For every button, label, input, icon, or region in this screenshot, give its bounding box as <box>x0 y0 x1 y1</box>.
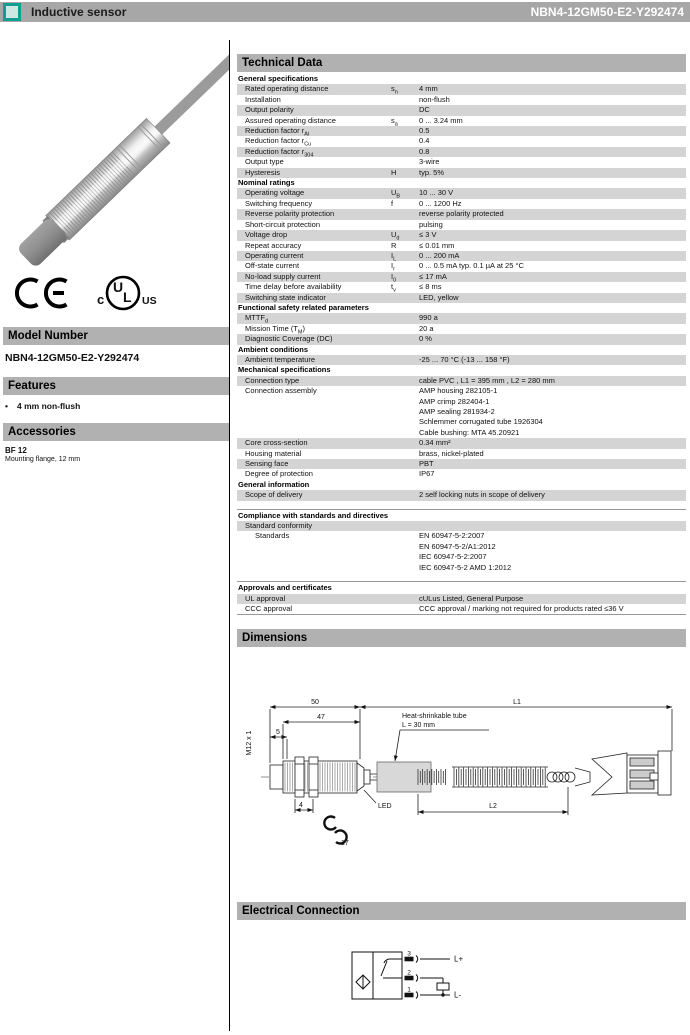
spec-symbol <box>385 376 419 386</box>
spec-section-header: Functional safety related parameters <box>238 302 369 312</box>
ul-letter-us: US <box>142 295 157 307</box>
accessory-name: BF 12 <box>5 446 27 455</box>
spec-label: Time delay before availability <box>245 282 342 292</box>
spec-row <box>237 105 686 115</box>
spec-label: Connection assembly <box>245 386 317 396</box>
spec-row <box>237 95 686 105</box>
part-number: NBN4-12GM50-E2-Y292474 <box>530 5 684 19</box>
spec-symbol: $I_L$ <box>391 250 397 263</box>
note-line2: L = 30 mm <box>402 722 436 730</box>
spec-value: brass, nickel-plated <box>419 448 484 458</box>
spec-row <box>237 594 686 604</box>
spec-label: Switching frequency <box>245 198 313 208</box>
spec-value: 0.34 mm² <box>419 438 451 448</box>
spec-symbol <box>385 293 419 303</box>
spec-symbol <box>385 334 419 344</box>
spec-section-header: Mechanical specifications <box>238 365 331 375</box>
dim-50: 50 <box>311 699 319 707</box>
wiring-diagram <box>237 946 686 1021</box>
spec-label: Off-state current <box>245 261 300 271</box>
spec-row <box>237 334 686 344</box>
spec-row <box>237 531 686 573</box>
spec-value: ≤ 17 mA <box>419 271 447 281</box>
spec-label: Ambient temperature <box>245 354 316 364</box>
spec-value: ≤ 8 ms <box>419 282 442 292</box>
spec-label: Output type <box>245 157 284 167</box>
spec-label: Switching state indicator <box>245 292 326 302</box>
spec-row <box>237 136 686 146</box>
left-column <box>3 40 229 463</box>
pin2-label: 2 <box>407 969 411 977</box>
spec-label: Operating current <box>245 250 304 260</box>
spec-value: reverse polarity protected <box>419 209 504 219</box>
dim-47: 47 <box>317 714 325 722</box>
spec-symbol: $t_v$ <box>391 282 396 294</box>
spec-label: Voltage drop <box>245 230 288 240</box>
spec-row <box>237 261 686 271</box>
spec-value: 0 % <box>419 334 432 344</box>
spec-label: Rated operating distance <box>245 84 329 94</box>
model-number-value: NBN4-12GM50-E2-Y292474 <box>5 352 140 364</box>
spec-value: AMP housing 282105-1 AMP crimp 282404-1 AMP sealing 281934-2 Schlemmer corrugated tube 1926304 Cable bushing: MTA 45.20921 <box>419 386 543 437</box>
spec-label: Connection type <box>245 375 300 385</box>
brand-logo-icon <box>3 3 21 21</box>
spec-symbol <box>385 531 419 573</box>
spec-value: PBT <box>419 459 434 469</box>
spec-label: Hysteresis <box>245 167 281 177</box>
spec-value: LED, yellow <box>419 292 459 302</box>
spec-symbol: $U_B$ <box>391 188 401 200</box>
spec-row <box>237 386 686 438</box>
spec-value: 20 a <box>419 323 434 333</box>
spec-symbol: f <box>391 198 394 208</box>
spec-symbol <box>385 469 419 479</box>
spec-value: 3-wire <box>419 157 440 167</box>
spec-symbol <box>385 157 419 167</box>
sensor-cable <box>150 40 229 139</box>
spec-label: Reverse polarity protection <box>245 209 335 219</box>
spec-section-header: General information <box>238 479 310 489</box>
spec-row <box>237 272 686 282</box>
spec-value: EN 60947-5-2:2007 EN 60947-5-2/A1:2012 IEC 60947-5-2:2007 IEC 60947-5-2 AMD 1:2012 <box>419 531 512 572</box>
spec-label: Short-circuit protection <box>245 219 321 229</box>
spec-symbol <box>385 604 419 614</box>
spec-row <box>237 188 686 198</box>
spec-label: Sensing face <box>245 459 289 469</box>
spec-label: Reduction factor $r_{Cu}$ <box>245 136 312 148</box>
spec-symbol <box>385 147 419 157</box>
note-line1: Heat-shrinkable tube <box>402 713 467 721</box>
spec-value: cULus Listed, General Purpose <box>419 593 524 603</box>
spec-value: 0 ... 3.24 mm <box>419 115 463 125</box>
spec-symbol <box>385 459 419 469</box>
spec-label: Operating voltage <box>245 188 305 198</box>
features-header: Features <box>3 377 229 395</box>
spec-label: $MTTF_d$ <box>245 313 269 325</box>
ul-letter-u: U <box>113 279 124 295</box>
spec-symbol: $I_0$ <box>391 271 397 284</box>
spec-value: 4 mm <box>419 84 438 94</box>
spec-label: Diagnostic Coverage (DC) <box>245 334 333 344</box>
spec-label: Degree of protection <box>245 469 313 479</box>
spec-section-header: Approvals and certificates <box>237 581 686 593</box>
model-number-header: Model Number <box>3 327 229 345</box>
spec-value: 0 ... 0.5 mA typ. 0.1 µA at 25 °C <box>419 261 524 271</box>
spec-section-header: Compliance with standards and directives <box>237 509 686 521</box>
spec-symbol: $I_r$ <box>391 261 395 273</box>
cul-mark-icon <box>97 277 157 309</box>
load-symbol <box>437 983 449 990</box>
spec-symbol <box>385 95 419 105</box>
spec-label: UL approval <box>245 593 286 603</box>
spec-value: 10 ... 30 V <box>419 188 454 198</box>
spec-symbol <box>385 521 419 531</box>
spec-symbol <box>385 220 419 230</box>
header-bar <box>0 2 690 22</box>
spec-row <box>237 459 686 469</box>
spec-row <box>237 230 686 240</box>
ul-letter-l: L <box>123 289 132 305</box>
spec-label: Standards <box>255 531 290 541</box>
technical-data-header: Technical Data <box>237 54 686 72</box>
product-photo <box>3 40 229 268</box>
dim-L1: L1 <box>513 699 521 707</box>
corrugation-long <box>454 768 545 787</box>
spec-symbol <box>385 209 419 219</box>
lminus-label: L- <box>454 990 462 1000</box>
spec-row <box>237 220 686 230</box>
spec-row <box>237 355 686 365</box>
pin1-label: 1 <box>407 986 411 994</box>
spec-symbol <box>385 449 419 459</box>
spec-row <box>237 469 686 479</box>
spec-value: 0 ... 200 mA <box>419 250 460 260</box>
spec-row <box>237 293 686 303</box>
dim-thread: M12 x 1 <box>246 730 253 756</box>
spec-value: 0.4 <box>419 136 430 146</box>
spec-value: cable PVC , L1 = 395 mm , L2 = 280 mm <box>419 375 555 385</box>
spec-row <box>237 324 686 334</box>
spec-value: 0 ... 1200 Hz <box>419 198 462 208</box>
led-label: LED <box>378 803 392 811</box>
spec-label: Repeat accuracy <box>245 240 302 250</box>
spec-value: 0.8 <box>419 146 430 156</box>
spec-label: No-load supply current <box>245 271 321 281</box>
spec-symbol <box>385 105 419 115</box>
spec-row <box>237 199 686 209</box>
spec-value: -25 ... 70 °C (-13 ... 158 °F) <box>419 354 510 364</box>
spec-label: Assured operating distance <box>245 115 336 125</box>
spec-symbol <box>385 136 419 146</box>
spec-value: pulsing <box>419 219 443 229</box>
pin3-label: 3 <box>407 950 411 958</box>
spec-value: ≤ 3 V <box>419 230 437 240</box>
spec-symbol <box>385 490 419 500</box>
spec-row <box>237 209 686 219</box>
dimension-drawing <box>237 695 686 870</box>
spec-value <box>419 521 686 531</box>
spec-row <box>237 157 686 167</box>
column-divider <box>229 40 230 1031</box>
spec-label: Core cross-section <box>245 438 308 448</box>
spec-label: Installation <box>245 94 281 104</box>
spec-symbol: $s_n$ <box>391 84 398 96</box>
spec-value: 0.5 <box>419 126 430 136</box>
certification-marks <box>3 268 229 320</box>
spec-row <box>237 168 686 178</box>
spec-row <box>237 313 686 323</box>
spec-value: DC <box>419 105 430 115</box>
spec-symbol: H <box>391 167 397 177</box>
ul-letter-c: c <box>97 292 105 307</box>
spec-value: IP67 <box>419 469 435 479</box>
spec-symbol: $U_d$ <box>391 230 400 242</box>
spec-symbol: R <box>391 240 397 250</box>
spec-symbol <box>385 313 419 323</box>
spec-row <box>237 84 686 94</box>
spec-label: Mission Time $(T_M)$ <box>245 323 306 336</box>
spec-label: Reduction factor $r_{Al}$ <box>245 126 310 138</box>
spec-symbol <box>385 386 419 438</box>
spec-label: Housing material <box>245 448 302 458</box>
spec-symbol: $s_a$ <box>391 115 398 128</box>
spec-value: typ. 5% <box>419 167 445 177</box>
dimensions-header: Dimensions <box>237 629 686 647</box>
spec-value: CCC approval / marking not required for products rated ≤36 V <box>419 603 624 613</box>
ce-mark-icon <box>17 280 67 307</box>
wrench-size: 17 <box>341 840 349 848</box>
spec-symbol <box>385 594 419 604</box>
technical-data-table <box>237 74 686 615</box>
spec-row <box>237 282 686 292</box>
spec-symbol <box>385 438 419 448</box>
spec-row <box>237 449 686 459</box>
spec-row <box>237 604 686 614</box>
spec-value: ≤ 0.01 mm <box>419 240 455 250</box>
bullet-icon: • <box>5 401 8 411</box>
accessories-header: Accessories <box>3 423 229 441</box>
accessory-description: Mounting flange, 12 mm <box>5 456 81 463</box>
electrical-connection-header: Electrical Connection <box>237 902 686 920</box>
spec-label: Reduction factor $r_{304}$ <box>245 146 314 159</box>
spec-symbol <box>385 126 419 136</box>
spec-row <box>237 251 686 261</box>
spec-label: CCC approval <box>245 603 293 613</box>
spec-row <box>237 438 686 448</box>
spec-label: Output polarity <box>245 105 294 115</box>
spec-section-header: Ambient conditions <box>238 344 308 354</box>
dim-5: 5 <box>276 729 280 737</box>
spec-value: 2 self locking nuts in scope of delivery <box>419 490 545 500</box>
spec-section-header: General specifications <box>238 74 319 83</box>
right-column <box>237 54 686 1021</box>
spec-symbol <box>385 355 419 365</box>
dim-4: 4 <box>299 802 303 810</box>
spec-row <box>237 490 686 500</box>
spec-value: non-flush <box>419 94 450 104</box>
spec-row <box>237 116 686 126</box>
strain-relief <box>592 753 627 795</box>
spec-row <box>237 147 686 157</box>
dim-L2: L2 <box>489 803 497 811</box>
spec-row <box>237 376 686 386</box>
product-type-title: Inductive sensor <box>31 5 127 19</box>
lplus-label: L+ <box>454 954 464 964</box>
feature-item: • 4 mm non-flush <box>5 401 81 411</box>
spec-label: Standard conformity <box>245 521 313 531</box>
spec-value: 990 a <box>419 313 438 323</box>
spec-section-header: Nominal ratings <box>238 178 295 188</box>
spec-row <box>237 126 686 136</box>
spec-symbol <box>385 324 419 334</box>
spec-label: Scope of delivery <box>245 490 303 500</box>
spec-row <box>237 521 686 531</box>
spec-row <box>237 241 686 251</box>
